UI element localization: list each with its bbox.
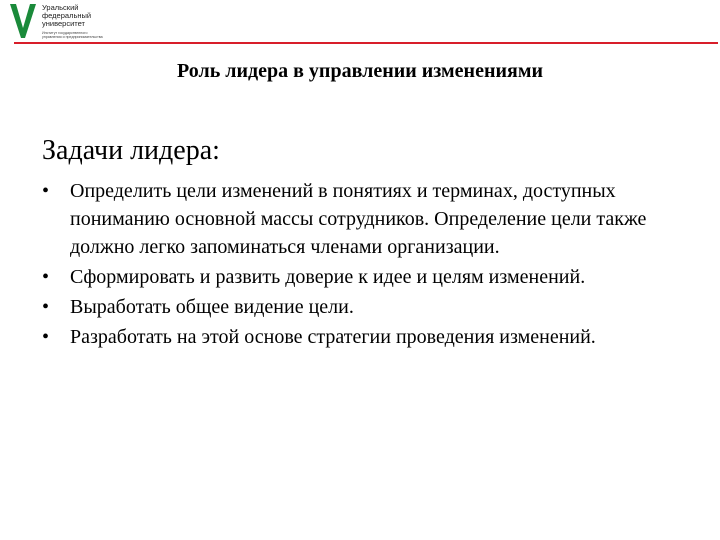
logo-line-2: федеральный (42, 11, 92, 20)
task-text: Выработать общее видение цели. (70, 296, 354, 318)
task-text: Разработать на этой основе стратегии проведения изменений. (70, 326, 596, 348)
slide-title: Роль лидера в управлении изменениями (177, 60, 543, 82)
logo-institute-name (42, 31, 103, 39)
bullet-icon: • (42, 266, 50, 288)
bullet-icon: • (42, 326, 50, 348)
urfu-logo-icon (10, 4, 36, 38)
logo-university-name (42, 4, 91, 28)
header-divider (14, 42, 718, 44)
bullet-icon: • (42, 180, 50, 202)
task-text: Определить цели изменений в понятиях и терминах, доступных пониманию основной массы сотрудников. Определение цели также должно легко запоминаться членами организации. (70, 180, 647, 258)
task-item (42, 263, 702, 291)
section-heading: Задачи лидера: (42, 135, 220, 166)
task-text: Сформировать и развить доверие к идее и целям изменений. (70, 266, 586, 288)
task-item (42, 323, 702, 351)
university-logo (10, 4, 140, 44)
logo-sub-line-2: управления и предпринимательства (42, 35, 103, 39)
task-item (42, 177, 702, 261)
logo-line-3: университет (42, 19, 85, 28)
logo-line-1: Уральский (42, 3, 79, 12)
task-item (42, 293, 702, 321)
bullet-icon: • (42, 296, 50, 318)
logo-sub-line-1: Институт государственного (42, 31, 88, 35)
task-list (42, 177, 702, 353)
